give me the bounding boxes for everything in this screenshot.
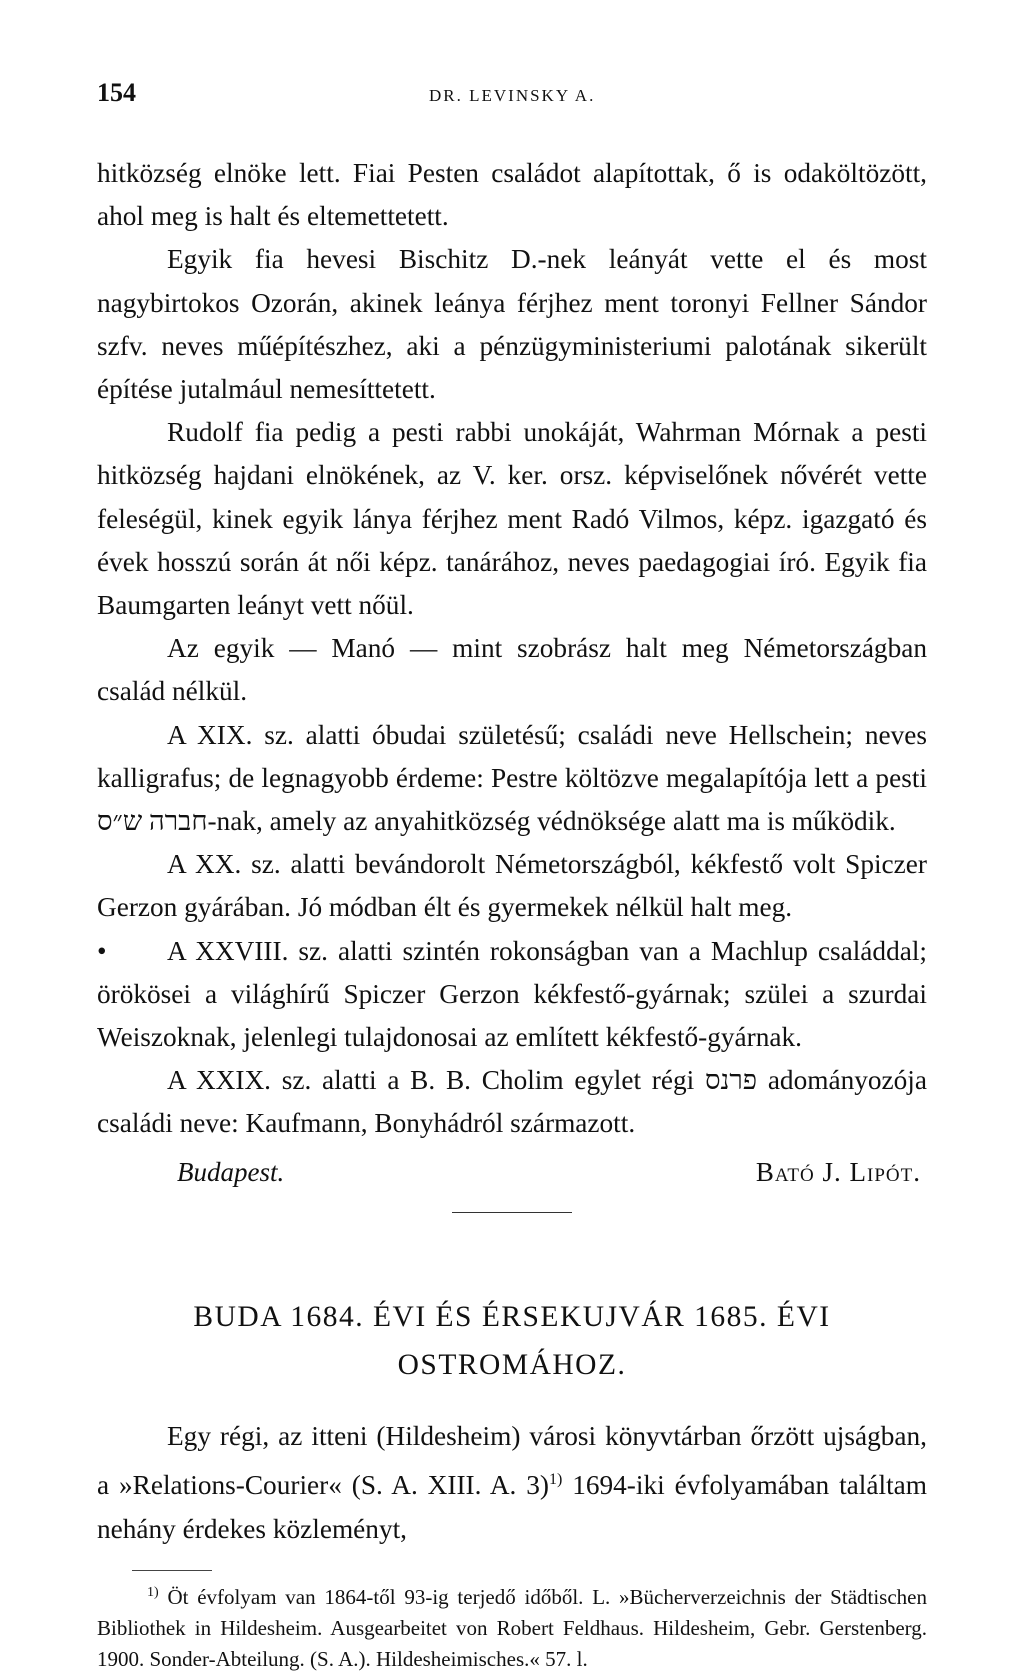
paragraph-text: A XXVIII. sz. alatti szintén rokonságban van a Machlup családdal; örökösei a világhírű Spiczer Gerzon kékfestő-gyárnak; szülei a szurdai Weiszoknak, jelenlegi tulajdonosai az említett kékfestő-gyárnak. [97,935,927,1053]
footnote-ref[interactable]: 1) [549,1471,563,1489]
paragraph: hitközség elnöke lett. Fiai Pesten családot alapítottak, ő is odaköltözött, ahol meg is halt és eltemettetett. [97,158,927,232]
article-title [97,1293,927,1389]
page-content [97,78,927,1675]
signature-place: Budapest. [177,1156,285,1187]
paragraph [97,1415,927,1552]
paragraph: Az egyik — Manó — mint szobrász halt meg Németországban család nélkül. [97,633,927,707]
footnote-marker: 1) [147,1585,159,1601]
paragraph-text: 1694-iki évfolyamában találtam nehány érdekes közleményt, [97,1470,927,1545]
paragraph: Rudolf fia pedig a pesti rabbi unokáját, Wahrman Mórnak a pesti hitközség hajdani elnökének, az V. ker. orsz. képviselőnek nővérét vette feleségül, kinek egyik lánya férjhez ment Radó Vilmos, képz. igazgató és évek hosszú során át női képz. tanárához, neves paedagogiai író. Egyik fia Baumgarten leányt vett nőül. [97,417,927,621]
paragraph-bulleted [97,930,927,1060]
footnote [97,1577,927,1675]
signature-author: Bató J. Lipót. [755,1156,921,1187]
article-title-line: OSTROMÁHOZ. [397,1348,627,1381]
bullet-mark: • [97,935,107,966]
paragraph: A XIX. sz. alatti óbudai születésű; családi neve Hellschein; neves kalligrafus; de legnagyobb érdeme: Pestre költözve megalapítója lett a pesti חברה ש״ס-nak, amely az anyahitközség védnöksége alatt ma is működik. [97,719,927,837]
footnote-divider [132,1570,212,1571]
footnote-text: Öt évfolyam van 1864-től 93-ig terjedő időből. L. »Bücherverzeichnis der Städtischen Bibliothek in Hildesheim. Ausgearbeitet von Robert Feldhaus. Hildesheim, Gebr. Gerstenberg. 1900. Sonder-Abteilung. (S. A.). Hildesheimisches.« 57. l. [97,1585,927,1672]
page-header [97,78,927,118]
signature [97,1150,927,1194]
article-body [97,1415,927,1552]
article-title-line: BUDA 1684. ÉVI ÉS ÉRSEKUJVÁR 1685. ÉVI [193,1300,831,1333]
section-divider [452,1212,572,1213]
running-head: DR. LEVINSKY A. [429,86,596,105]
paragraph: A XX. sz. alatti bevándorolt Németországból, kékfestő volt Spiczer Gerzon gyárában. Jó módban élt és gyermekek nélkül halt meg. [97,849,927,923]
body-text [97,152,927,1146]
paragraph-text: Egy régi, az itteni (Hildesheim) városi könyvtárban őrzött ujságban, a »Relations-Courier« (S. A. XIII. A. 3) [97,1420,927,1501]
page-number: 154 [97,78,136,107]
paragraph: A XXIX. sz. alatti a B. B. Cholim egylet régi פרנס adományozója családi neve: Kaufmann, Bonyhádról származott. [97,1065,927,1139]
paragraph: Egyik fia hevesi Bischitz D.-nek leányát vette el és most nagybirtokos Ozorán, akinek leánya férjhez ment toronyi Fellner Sándor szfv. neves műépítészhez, aki a pénzügyministeriumi palotának sikerült építése jutalmául nemesíttetett. [97,244,927,405]
